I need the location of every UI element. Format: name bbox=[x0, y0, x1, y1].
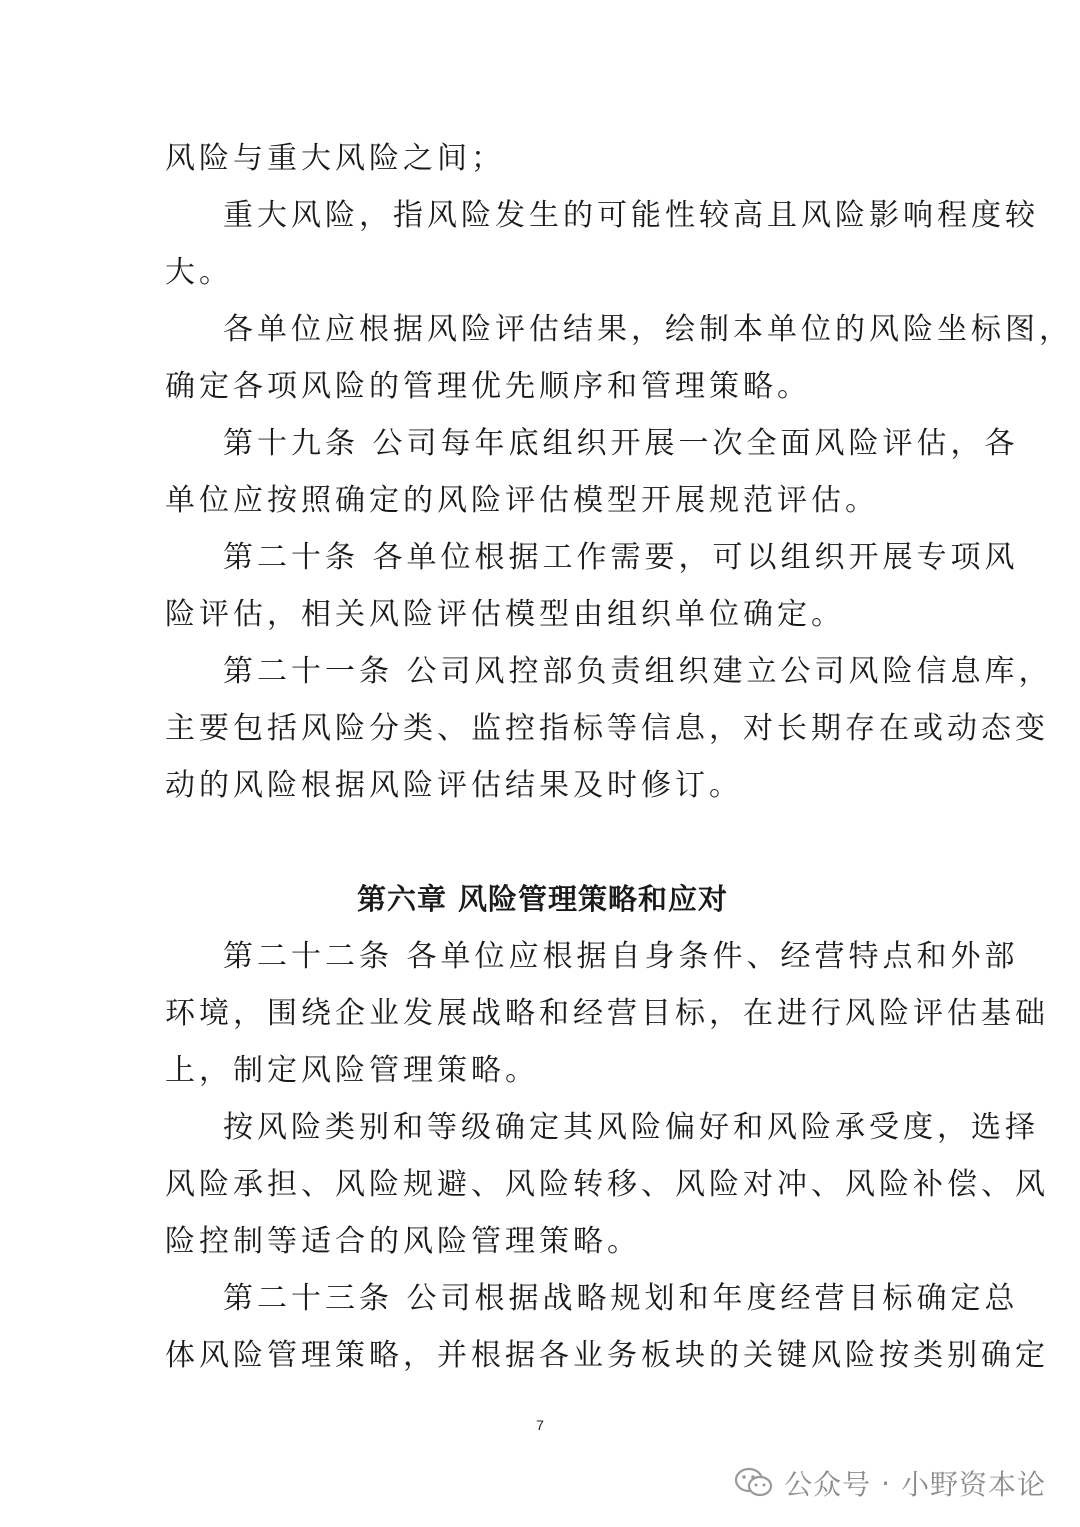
text-line: 第二十条 各单位根据工作需要，可以组织开展专项风 bbox=[223, 540, 1019, 575]
text-line: 险控制等适合的风险管理策略。 bbox=[165, 1224, 641, 1259]
text-line: 第二十一条 公司风控部负责组织建立公司风险信息库， bbox=[223, 654, 1053, 689]
paragraph-block-after bbox=[165, 928, 1049, 1384]
text-line: 第十九条 公司每年底组织开展一次全面风险评估，各 bbox=[223, 426, 1019, 461]
watermark-separator: · bbox=[881, 1466, 891, 1500]
wechat-icon bbox=[734, 1466, 774, 1500]
watermark bbox=[734, 1458, 1046, 1508]
text-line: 环境，围绕企业发展战略和经营目标，在进行风险评估基础 bbox=[165, 996, 1049, 1031]
watermark-label: 公众号 bbox=[784, 1468, 872, 1501]
text-line: 风险承担、风险规避、风险转移、风险对冲、风险补偿、风 bbox=[165, 1167, 1049, 1202]
page-number: 7 bbox=[536, 1417, 544, 1433]
text-line: 险评估，相关风险评估模型由组织单位确定。 bbox=[165, 597, 845, 632]
text-line: 重大风险，指风险发生的可能性较高且风险影响程度较 bbox=[223, 198, 1039, 233]
text-line: 上，制定风险管理策略。 bbox=[165, 1053, 539, 1088]
text-line: 第二十二条 各单位应根据自身条件、经营特点和外部 bbox=[223, 939, 1019, 974]
text-line: 确定各项风险的管理优先顺序和管理策略。 bbox=[165, 369, 811, 404]
text-line: 体风险管理策略，并根据各业务板块的关键风险按类别确定 bbox=[165, 1338, 1049, 1373]
text-line: 大。 bbox=[165, 255, 233, 290]
chapter-heading: 第六章 风险管理策略和应对 bbox=[356, 882, 729, 916]
text-line: 风险与重大风险之间； bbox=[165, 141, 505, 176]
text-line: 单位应按照确定的风险评估模型开展规范评估。 bbox=[165, 483, 879, 518]
text-line: 主要包括风险分类、监控指标等信息，对长期存在或动态变 bbox=[165, 711, 1049, 746]
text-line: 第二十三条 公司根据战略规划和年度经营目标确定总 bbox=[223, 1281, 1019, 1316]
document-body bbox=[165, 130, 1073, 1384]
text-line: 各单位应根据风险评估结果，绘制本单位的风险坐标图， bbox=[223, 312, 1073, 347]
text-line: 按风险类别和等级确定其风险偏好和风险承受度，选择 bbox=[223, 1110, 1039, 1145]
text-line: 动的风险根据风险评估结果及时修订。 bbox=[165, 768, 743, 803]
watermark-account: 小野资本论 bbox=[900, 1468, 1046, 1501]
paragraph-block-before bbox=[165, 130, 1073, 814]
